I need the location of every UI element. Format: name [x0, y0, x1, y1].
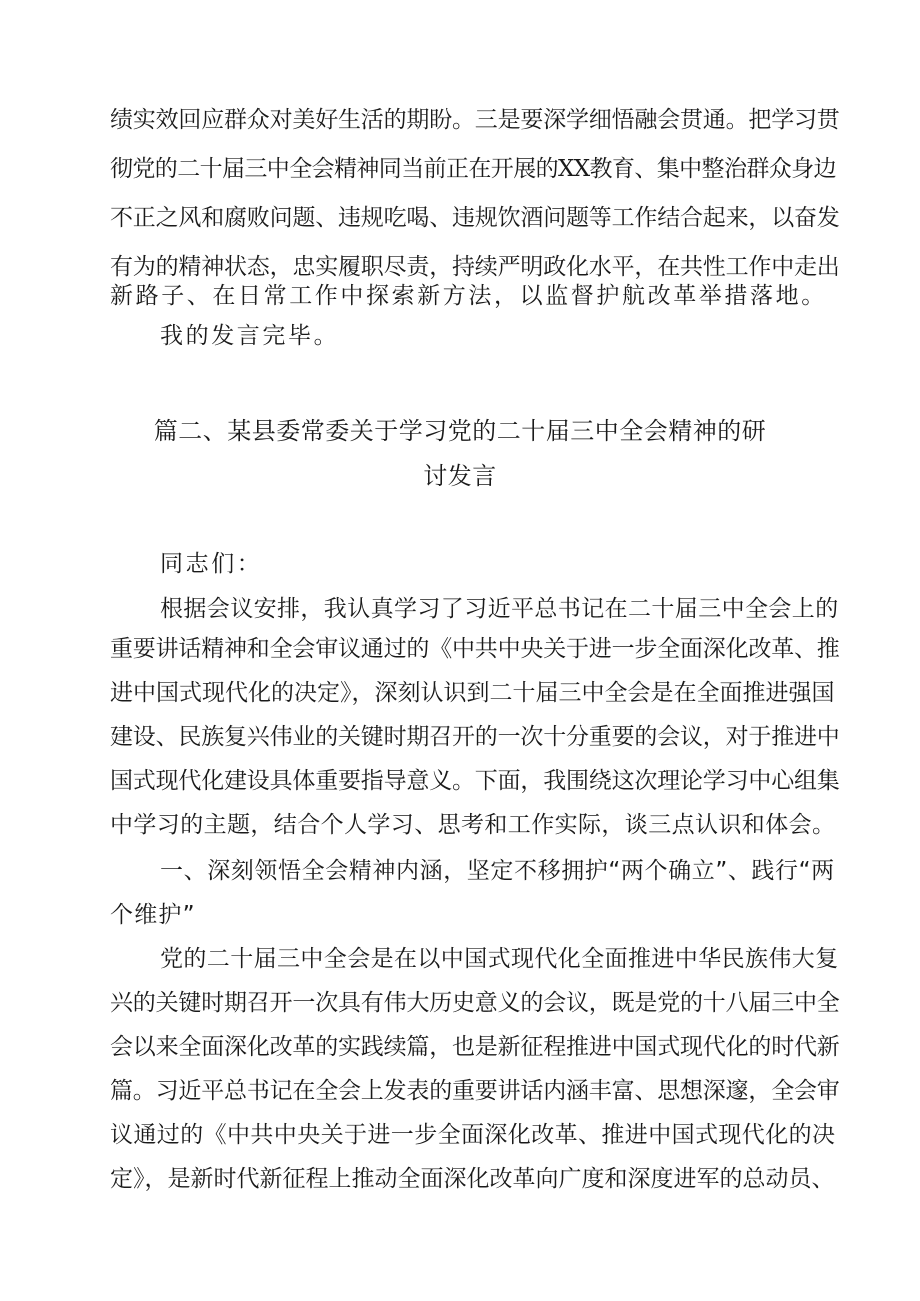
- opening-line-5: 国式现代化建设具体重要指导意义。下面，我围绕这次理论学习中心组集: [110, 768, 840, 794]
- intro-line-4: 有为的精神状态，忠实履职尽责，持续严明政化水平，在共性工作中走出: [110, 254, 840, 280]
- intro-line-5: 新路子、在日常工作中探索新方法，以监督护航改革举措落地。: [110, 283, 827, 309]
- section-one-line-3: 会以来全面深化改革的实践续篇，也是新征程推进中国式现代化的时代新: [110, 1034, 840, 1060]
- closing-text: 我的发言完毕。: [160, 323, 340, 349]
- section-one-heading-line-2: 个维护”: [110, 902, 196, 928]
- opening-line-1: 根据会议安排，我认真学习了习近平总书记在二十届三中全会上的: [160, 596, 839, 622]
- section-one-line-5: 议通过的《中共中央关于进一步全面深化改革、推进中国式现代化的决: [110, 1122, 836, 1148]
- section-one-heading-line-1: 一、深刻领悟全会精神内涵，坚定不移拥护“两个确立”、践行“两: [160, 858, 835, 884]
- section-one-line-6: 定》，是新时代新征程上推动全面深化改革向广度和深度进军的总动员、: [110, 1166, 835, 1192]
- intro-line-3: 不正之风和腐败问题、违规吃喝、违规饮酒问题等工作结合起来，以奋发: [110, 205, 840, 231]
- opening-line-2: 重要讲话精神和全会审议通过的《中共中央关于进一步全面深化改革、推: [110, 636, 840, 662]
- article-title-line-2: 讨发言: [423, 462, 497, 490]
- article-title-line-1: 篇二、某县委常委关于学习党的二十届三中全会精神的研: [153, 417, 767, 445]
- opening-line-4: 建设、民族复兴伟业的关键时期召开的一次十分重要的会议，对于推进中: [110, 724, 840, 750]
- intro-line-1: 绩实效回应群众对美好生活的期盼。三是要深学细悟融会贯通。把学习贯: [110, 107, 840, 133]
- section-one-line-2: 兴的关键时期召开一次具有伟大历史意义的会议，既是党的十八届三中全: [110, 990, 840, 1016]
- opening-line-6: 中学习的主题，结合个人学习、思考和工作实际，谈三点认识和体会。: [110, 812, 836, 838]
- section-one-line-1: 党的二十届三中全会是在以中国式现代化全面推进中华民族伟大复: [160, 946, 839, 972]
- intro-line-2: 彻党的二十届三中全会精神同当前正在开展的XX教育、集中整治群众身边: [110, 156, 836, 182]
- salutation: 同志们：: [160, 551, 263, 577]
- opening-line-3: 进中国式现代化的决定》，深刻认识到二十届三中全会是在全面推进强国: [110, 680, 835, 706]
- section-one-line-4: 篇。习近平总书记在全会上发表的重要讲话内涵丰富、思想深邃，全会审: [110, 1078, 840, 1104]
